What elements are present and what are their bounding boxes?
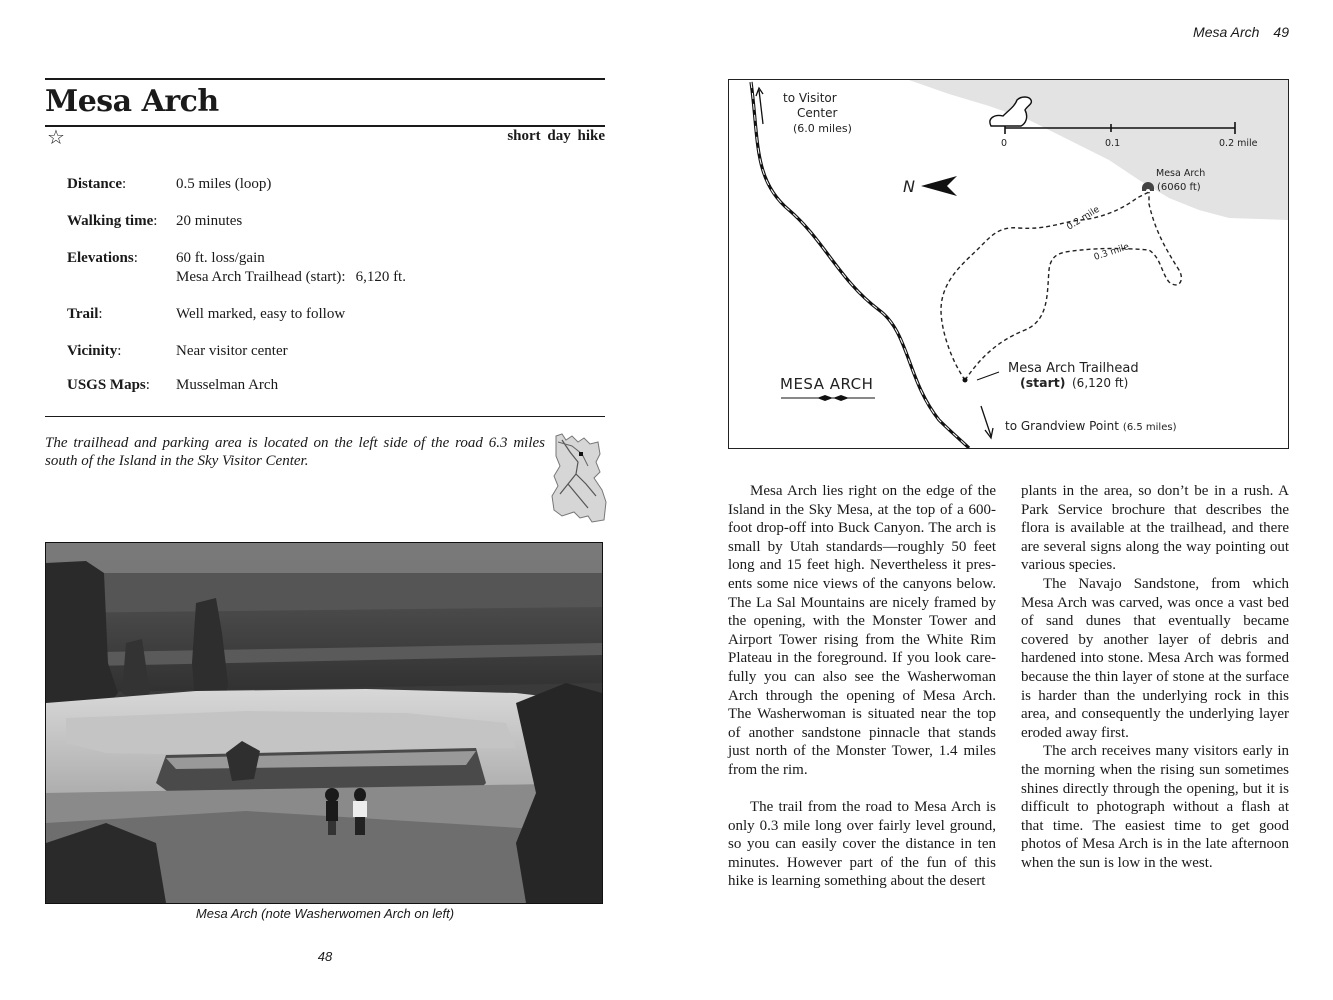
fact-row-usgs-maps: USGS Maps: Musselman Arch bbox=[67, 376, 587, 395]
fact-row-walking-time: Walking time: 20 minutes bbox=[67, 212, 587, 231]
body-paragraph: The Navajo Sandstone, from which Mesa Arch was carved, was once a vast bed of sand dunes that eventually became covered by another layer of debris and hardened into stone. Mesa Arch was formed because the thin layer of stone at the surface is harder than the underlying rock in this area, and consequently the underlying layer eroded away first. bbox=[1021, 575, 1289, 741]
page-title: Mesa Arch bbox=[45, 84, 219, 119]
photo-caption: Mesa Arch (note Washerwomen Arch on left) bbox=[195, 906, 455, 921]
scale-label-0-2: 0.2 mile bbox=[1219, 138, 1258, 149]
title-top-rule bbox=[45, 78, 605, 80]
mesa-arch-photo bbox=[45, 542, 603, 904]
fact-label: Elevations bbox=[67, 250, 134, 266]
fact-row-trail: Trail: Well marked, easy to follow bbox=[67, 305, 587, 324]
fact-value: 0.5 miles (loop) bbox=[176, 176, 272, 192]
hike-type-label: short day hike bbox=[507, 128, 605, 144]
segment-label-0-2-mile: 0.2 mile bbox=[1065, 204, 1102, 233]
trailhead-elevation-value: 6,120 ft. bbox=[355, 269, 406, 285]
fact-value: Near visitor center bbox=[176, 343, 288, 359]
page-number-right: 49 bbox=[1273, 24, 1289, 40]
fact-label: Trail bbox=[67, 306, 99, 322]
trailhead-label: Mesa Arch Trailhead bbox=[1008, 361, 1139, 376]
fact-value: 20 minutes bbox=[176, 213, 243, 229]
running-head-title: Mesa Arch bbox=[1193, 24, 1260, 40]
fact-row-elevations: Elevations: 60 ft. loss/gain Mesa Arch Trailhead (start): 6,120 ft. bbox=[67, 249, 587, 287]
body-paragraph: The arch receives many visitors early in the morning when the rising sun sometimes shines directly through the opening, but it is difficult to photograph without a flash at that time. The easiest time to get good photos of Mesa Arch is in the late afternoon when the sun is low in the west. bbox=[1021, 743, 1289, 871]
arch-label-name: Mesa Arch bbox=[1156, 168, 1206, 179]
map-label-grandview: to Grandview Point (6.5 miles) bbox=[1005, 419, 1177, 433]
facts-bottom-rule bbox=[45, 416, 605, 417]
map-label-visitor-center-1: to Visitor bbox=[783, 91, 837, 105]
title-bottom-rule bbox=[45, 125, 605, 127]
page-number-left: 48 bbox=[317, 949, 333, 964]
running-head bbox=[1193, 24, 1289, 40]
fact-value: Musselman Arch bbox=[176, 377, 279, 393]
map-label-visitor-center-3: (6.0 miles) bbox=[793, 122, 852, 135]
fact-label: USGS Maps bbox=[67, 377, 146, 393]
fact-label: Walking time bbox=[67, 213, 154, 229]
body-paragraph: Mesa Arch lies right on the edge of the Island in the Sky Mesa, at the top of a 600-foot drop-off into Buck Canyon. The arch is small by Utah standards—roughly 50 feet long and 15 feet high. Nevertheless it pres-ents some nice views of the canyons below. The La Sal Mountains are nicely framed by the opening, with the Monster Tower and Airport Tower rising from the White Rim Plateau in the foreground. If you look care-fully you can also see the Washerwoman Arch through the opening of Mesa Arch. The Washerwoman is situated near the top of another sandstone pinnacle that stands just north of the Monster Tower, 1.4 miles from the rim. bbox=[728, 483, 996, 778]
fact-label: Vicinity bbox=[67, 343, 118, 359]
fact-row-distance: Distance: 0.5 miles (loop) bbox=[67, 175, 587, 194]
fact-label: Distance bbox=[67, 176, 122, 192]
body-column-1 bbox=[728, 482, 996, 891]
segment-label-0-3-mile: 0.3 mile bbox=[1092, 242, 1131, 263]
fact-value: Well marked, easy to follow bbox=[176, 306, 346, 322]
trailhead-elevation-label: Mesa Arch Trailhead (start): bbox=[176, 269, 346, 285]
body-column-2 bbox=[1021, 482, 1289, 872]
arch-label-elev: (6060 ft) bbox=[1157, 182, 1201, 193]
trailhead-elev-label: (6,120 ft) bbox=[1072, 376, 1129, 390]
trail-map bbox=[728, 79, 1289, 449]
scale-label-0-1: 0.1 bbox=[1105, 138, 1121, 149]
fact-row-vicinity: Vicinity: Near visitor center bbox=[67, 342, 587, 361]
body-paragraph: The trail from the road to Mesa Arch is only 0.3 mile long over fairly level ground, so you can easily cover the distance in ten minutes. However part of the fun of this hike is learning something about the desert bbox=[728, 799, 996, 890]
rating-star-icon: ☆ bbox=[47, 125, 65, 149]
hike-facts-table bbox=[67, 175, 587, 413]
fact-value: 60 ft. loss/gain bbox=[176, 250, 265, 266]
north-label: N bbox=[903, 177, 915, 196]
park-locator-map bbox=[548, 432, 608, 526]
scale-label-0: 0 bbox=[1001, 138, 1008, 149]
trailhead-start-label: (start) bbox=[1020, 375, 1066, 390]
map-label-visitor-center-2: Center bbox=[797, 106, 838, 120]
body-paragraph: plants in the area, so don’t be in a rush. A Park Service brochure that describes the flora is available at the trailhead, and there are several signs along the way pointing out various species. bbox=[1021, 483, 1289, 574]
map-title: MESA ARCH bbox=[780, 375, 874, 393]
trailhead-directions: The trailhead and parking area is located on the left side of the road 6.3 miles south of the Island in the Sky Visitor Center. bbox=[45, 435, 545, 469]
